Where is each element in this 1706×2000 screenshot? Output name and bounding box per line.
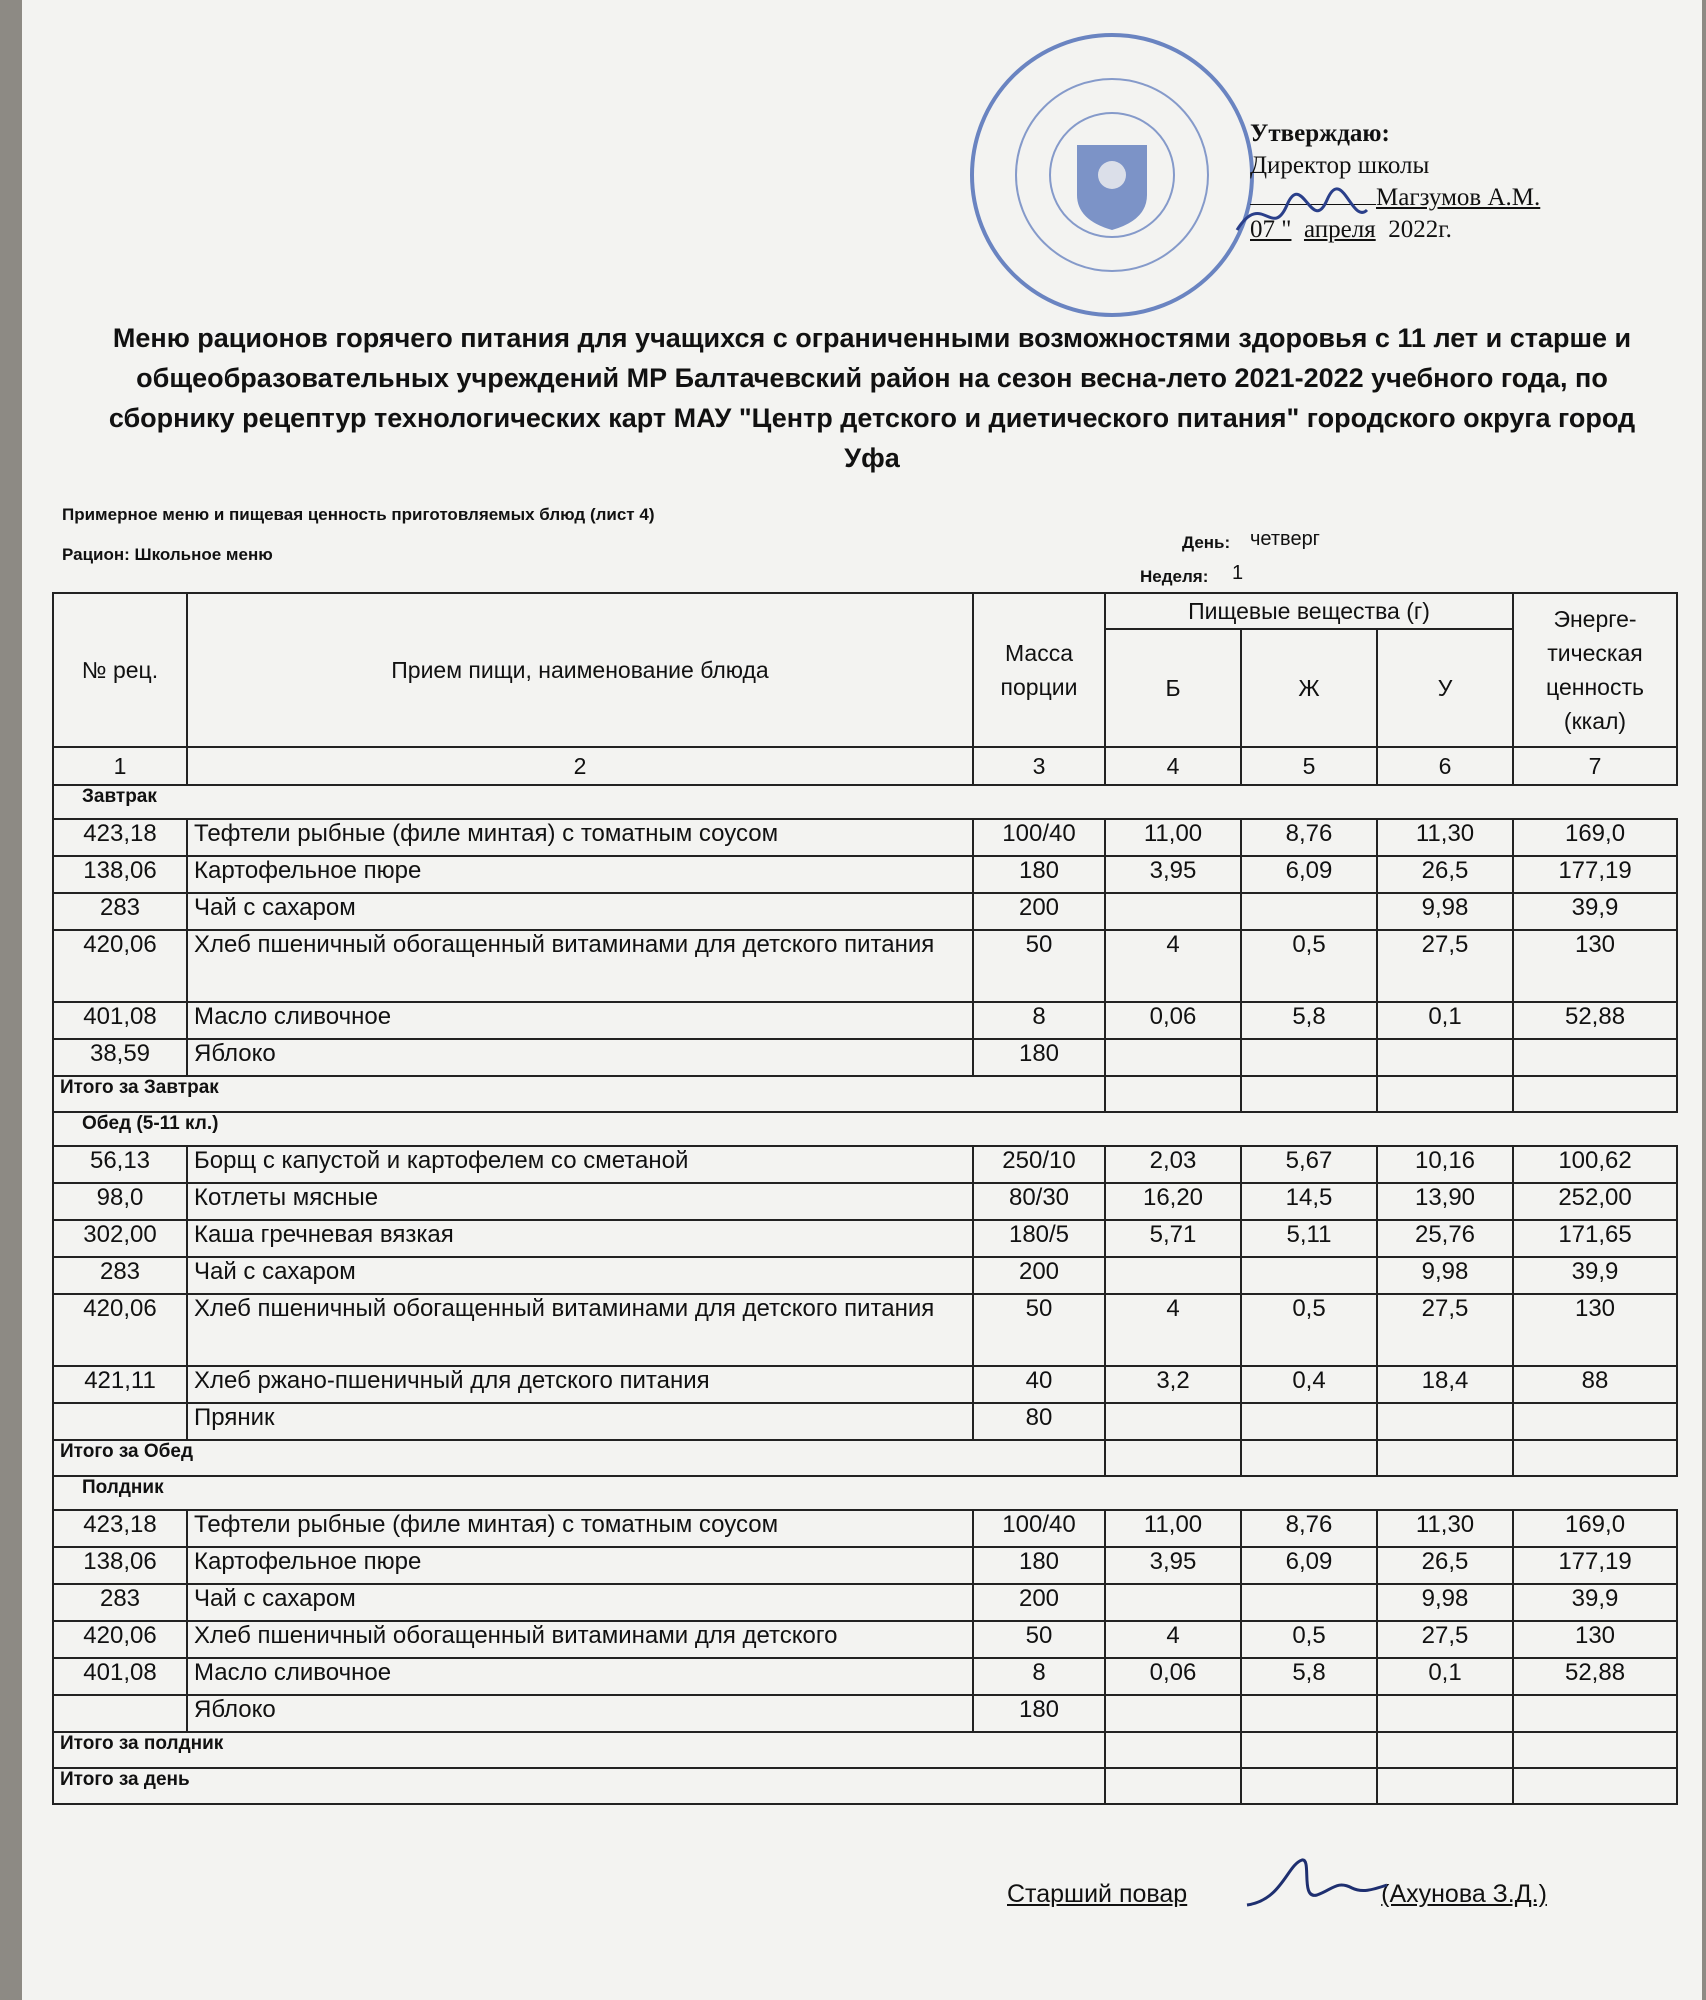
school-stamp [962,25,1262,325]
total-cell [1377,1768,1513,1804]
menu-table [52,592,1678,1805]
approval-year: 2022г. [1388,216,1452,243]
footer-role: Старший повар [1007,1880,1188,1908]
cell-mass: 180 [973,856,1105,893]
cell-e: 177,19 [1513,1547,1677,1584]
approval-day: 07 " [1250,216,1292,243]
cell-u: 11,30 [1377,819,1513,856]
cell-e: 171,65 [1513,1220,1677,1257]
cell-mass: 50 [973,1621,1105,1658]
cell-name: Масло сливочное [187,1658,973,1695]
total-cell [1513,1768,1677,1804]
cell-rec: 423,18 [53,1510,187,1547]
cell-b [1105,893,1241,930]
table-row [53,856,1677,893]
cell-u: 11,30 [1377,1510,1513,1547]
cell-mass: 200 [973,1584,1105,1621]
cell-b: 3,95 [1105,1547,1241,1584]
cell-name: Картофельное пюре [187,1547,973,1584]
cell-mass: 100/40 [973,1510,1105,1547]
total-cell [1377,1440,1513,1476]
cell-b [1105,1039,1241,1076]
cell-e: 52,88 [1513,1658,1677,1695]
col-num-2: 2 [187,747,973,785]
cell-mass: 50 [973,930,1105,1002]
cell-rec [53,1403,187,1440]
week-value: 1 [1232,562,1244,584]
cell-name: Котлеты мясные [187,1183,973,1220]
cell-mass: 8 [973,1658,1105,1695]
cell-e [1513,1403,1677,1440]
total-cell [1105,1732,1241,1768]
cell-e: 130 [1513,1294,1677,1366]
table-row [53,1510,1677,1547]
total-cell [1105,1076,1241,1112]
cell-name: Борщ с капустой и картофелем со сметаной [187,1146,973,1183]
section-total-lunch [53,1440,1677,1476]
cell-zh: 0,5 [1241,1294,1377,1366]
cell-zh: 5,67 [1241,1146,1377,1183]
cell-b: 4 [1105,1294,1241,1366]
cell-b: 11,00 [1105,819,1241,856]
cell-zh: 6,09 [1241,1547,1377,1584]
table-row [53,1294,1677,1366]
cell-b [1105,1584,1241,1621]
section-total-label: Итого за Обед [53,1440,1105,1476]
section-header-lunch [53,1112,1677,1146]
cell-zh: 14,5 [1241,1183,1377,1220]
cell-u [1377,1403,1513,1440]
cell-b: 4 [1105,1621,1241,1658]
table-row [53,1366,1677,1403]
cook-signature [1242,1850,1392,1920]
section-total-label: Итого за полдник [53,1732,1105,1768]
cell-e: 130 [1513,1621,1677,1658]
cell-u: 26,5 [1377,1547,1513,1584]
cell-name: Масло сливочное [187,1002,973,1039]
cell-b [1105,1695,1241,1732]
total-cell [1241,1076,1377,1112]
cell-e: 169,0 [1513,1510,1677,1547]
cell-e [1513,1695,1677,1732]
section-title: Полдник [53,1476,1677,1510]
cell-name: Яблоко [187,1695,973,1732]
section-header-snack [53,1476,1677,1510]
cell-zh: 5,8 [1241,1658,1377,1695]
table-row [53,1257,1677,1294]
table-row [53,1039,1677,1076]
section-total-snack [53,1732,1677,1768]
cell-mass: 50 [973,1294,1105,1366]
cell-rec: 138,06 [53,1547,187,1584]
document-sheet [22,0,1702,2000]
approval-heading: Утверждаю: [1250,120,1390,147]
cell-mass: 8 [973,1002,1105,1039]
cell-name: Чай с сахаром [187,1257,973,1294]
cell-rec: 56,13 [53,1146,187,1183]
director-position: Директор школы [1250,152,1430,179]
cell-e: 39,9 [1513,1584,1677,1621]
cell-zh [1241,1257,1377,1294]
cell-b: 11,00 [1105,1510,1241,1547]
cell-b: 4 [1105,930,1241,1002]
table-row [53,1584,1677,1621]
col-num-3: 3 [973,747,1105,785]
col-nutrients: Пищевые вещества (г) [1105,593,1513,629]
section-total-label: Итого за Завтрак [53,1076,1105,1112]
cell-u: 0,1 [1377,1658,1513,1695]
cell-u [1377,1039,1513,1076]
cell-b [1105,1403,1241,1440]
cell-rec: 401,08 [53,1002,187,1039]
col-rec: № рец. [53,593,187,747]
cell-e: 52,88 [1513,1002,1677,1039]
total-cell [1377,1732,1513,1768]
cell-b: 5,71 [1105,1220,1241,1257]
cell-zh: 0,4 [1241,1366,1377,1403]
cell-rec: 421,11 [53,1366,187,1403]
col-num-6: 6 [1377,747,1513,785]
cell-rec: 138,06 [53,856,187,893]
cell-mass: 200 [973,893,1105,930]
cell-rec: 283 [53,893,187,930]
cell-u: 27,5 [1377,1294,1513,1366]
cell-u: 13,90 [1377,1183,1513,1220]
col-energy: Энерге-тическая ценность (ккал) [1513,593,1677,747]
menu-table-body [53,785,1677,1804]
total-cell [1105,1768,1241,1804]
cell-rec: 302,00 [53,1220,187,1257]
approval-month: апреля [1303,216,1376,243]
day-value: четверг [1250,528,1320,550]
cell-name: Хлеб ржано-пшеничный для детского питания [187,1366,973,1403]
day-total-row [53,1768,1677,1804]
cell-zh [1241,893,1377,930]
cell-name: Чай с сахаром [187,1584,973,1621]
cell-name: Хлеб пшеничный обогащенный витаминами для детского питания [187,1294,973,1366]
cell-u: 27,5 [1377,930,1513,1002]
cell-b: 0,06 [1105,1002,1241,1039]
section-header-breakfast [53,785,1677,819]
table-row [53,1403,1677,1440]
cell-e: 130 [1513,930,1677,1002]
cell-zh: 5,11 [1241,1220,1377,1257]
col-b: Б [1105,629,1241,747]
cell-u: 26,5 [1377,856,1513,893]
cell-e: 39,9 [1513,1257,1677,1294]
cell-rec: 420,06 [53,1621,187,1658]
total-cell [1513,1076,1677,1112]
cell-mass: 80/30 [973,1183,1105,1220]
cell-e: 252,00 [1513,1183,1677,1220]
total-cell [1241,1732,1377,1768]
cell-name: Хлеб пшеничный обогащенный витаминами для детского [187,1621,973,1658]
cell-u: 9,98 [1377,893,1513,930]
cell-rec: 283 [53,1584,187,1621]
cell-name: Тефтели рыбные (филе минтая) с томатным соусом [187,1510,973,1547]
cell-name: Хлеб пшеничный обогащенный витаминами для детского питания [187,930,973,1002]
table-row [53,1183,1677,1220]
cell-mass: 180 [973,1039,1105,1076]
table-row [53,1658,1677,1695]
cell-zh: 6,09 [1241,856,1377,893]
col-name: Прием пищи, наименование блюда [187,593,973,747]
cell-rec: 38,59 [53,1039,187,1076]
table-row [53,893,1677,930]
total-cell [1241,1768,1377,1804]
cell-u: 25,76 [1377,1220,1513,1257]
cell-mass: 100/40 [973,819,1105,856]
cell-zh [1241,1695,1377,1732]
cell-e [1513,1039,1677,1076]
document-title: Меню рационов горячего питания для учащихся с ограниченными возможностями здоровья с 11 лет и старше и общеобразовательных учреждений МР Балтачевский район на сезон весна-лето 2021-2022 учебного года, по сборнику рецептур технологических карт МАУ "Центр детского и диетического питания" городского округа город Уфа [108,323,1636,473]
col-zh: Ж [1241,629,1377,747]
cell-rec: 423,18 [53,819,187,856]
cell-u: 9,98 [1377,1257,1513,1294]
cell-u: 9,98 [1377,1584,1513,1621]
cell-zh: 8,76 [1241,819,1377,856]
col-num-1: 1 [53,747,187,785]
cell-mass: 80 [973,1403,1105,1440]
section-title: Обед (5-11 кл.) [53,1112,1677,1146]
cell-b: 3,2 [1105,1366,1241,1403]
col-mass: Масса порции [973,593,1105,747]
table-row [53,1621,1677,1658]
col-num-7: 7 [1513,747,1677,785]
cell-zh: 5,8 [1241,1002,1377,1039]
director-name: Магзумов А.М. [1376,184,1541,211]
cell-name: Чай с сахаром [187,893,973,930]
cell-e: 100,62 [1513,1146,1677,1183]
ration-label: Рацион: Школьное меню [62,545,273,564]
cell-b: 16,20 [1105,1183,1241,1220]
table-row [53,1220,1677,1257]
cell-b: 0,06 [1105,1658,1241,1695]
week-label: Неделя: [1140,567,1209,586]
cell-rec [53,1695,187,1732]
cell-zh: 0,5 [1241,1621,1377,1658]
total-cell [1241,1440,1377,1476]
cell-mass: 180 [973,1547,1105,1584]
total-cell [1377,1076,1513,1112]
total-cell [1513,1440,1677,1476]
cell-u: 0,1 [1377,1002,1513,1039]
cell-mass: 250/10 [973,1146,1105,1183]
cell-name: Каша гречневая вязкая [187,1220,973,1257]
cell-b: 2,03 [1105,1146,1241,1183]
cell-name: Тефтели рыбные (филе минтая) с томатным соусом [187,819,973,856]
cell-u [1377,1695,1513,1732]
cell-zh: 0,5 [1241,930,1377,1002]
table-row [53,930,1677,1002]
cell-zh: 8,76 [1241,1510,1377,1547]
cell-zh [1241,1403,1377,1440]
col-num-5: 5 [1241,747,1377,785]
cell-mass: 180 [973,1695,1105,1732]
cell-mass: 180/5 [973,1220,1105,1257]
cell-e: 177,19 [1513,856,1677,893]
day-total-label: Итого за день [53,1768,1105,1804]
total-cell [1513,1732,1677,1768]
cell-e: 39,9 [1513,893,1677,930]
cell-rec: 420,06 [53,930,187,1002]
table-row [53,1547,1677,1584]
section-total-breakfast [53,1076,1677,1112]
cell-zh [1241,1584,1377,1621]
cell-rec: 420,06 [53,1294,187,1366]
cell-u: 18,4 [1377,1366,1513,1403]
cell-name: Пряник [187,1403,973,1440]
col-u: У [1377,629,1513,747]
cell-name: Яблоко [187,1039,973,1076]
table-row [53,1002,1677,1039]
cell-rec: 283 [53,1257,187,1294]
cell-u: 27,5 [1377,1621,1513,1658]
footer-name: (Ахунова З.Д.) [1381,1880,1547,1908]
cell-rec: 401,08 [53,1658,187,1695]
total-cell [1105,1440,1241,1476]
cell-zh [1241,1039,1377,1076]
sheet-label: Примерное меню и пищевая ценность приготовляемых блюд (лист 4) [62,505,655,524]
cell-b: 3,95 [1105,856,1241,893]
cell-mass: 40 [973,1366,1105,1403]
cell-rec: 98,0 [53,1183,187,1220]
director-signature [1232,185,1372,245]
cell-name: Картофельное пюре [187,856,973,893]
cell-u: 10,16 [1377,1146,1513,1183]
table-row [53,1695,1677,1732]
col-num-4: 4 [1105,747,1241,785]
cell-e: 88 [1513,1366,1677,1403]
table-row [53,1146,1677,1183]
cell-mass: 200 [973,1257,1105,1294]
cell-b [1105,1257,1241,1294]
table-row [53,819,1677,856]
section-title: Завтрак [53,785,1677,819]
cell-e: 169,0 [1513,819,1677,856]
day-label: День: [1182,533,1231,552]
